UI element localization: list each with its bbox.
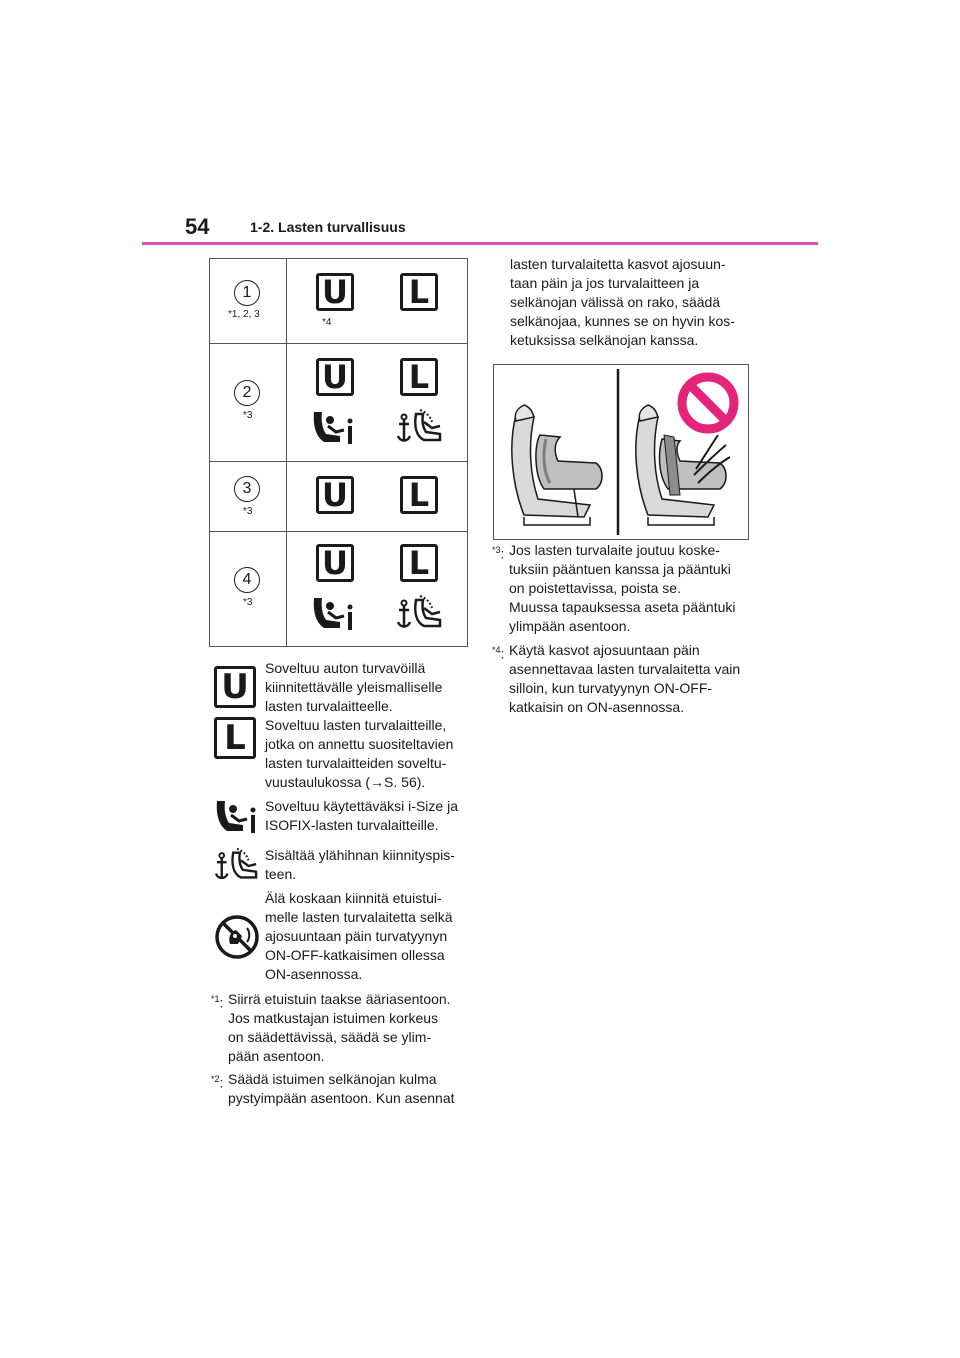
legend-i-size-isofix-icon [212, 795, 260, 839]
correct-installation-figure [512, 405, 602, 525]
footnote-3: $^{*3}$: Jos lasten turvalaite joutuu koske- tuksiin pääntuen kanssa ja pääntuki on poistettavissa, poista se. Muussa tapauksessa aseta pääntuki ylimpään asentoon. [492, 542, 736, 634]
section-title: 1-2. Lasten turvallisuus [250, 219, 406, 235]
page-number: 54 [185, 214, 210, 239]
top-tether-anchor-icon [396, 592, 444, 636]
top-tether-anchor-icon [396, 406, 444, 450]
child-seat-illustration [493, 364, 749, 540]
legend-universal-text: Soveltuu auton turvavöillä kiinnitettävälle yleismalliselle lasten turvalaitteelle. [265, 660, 443, 714]
position-note: *3 [243, 597, 253, 608]
table-row [210, 461, 467, 531]
seat-position-number: 1 [234, 280, 260, 306]
l-category-icon: L [400, 273, 438, 311]
legend-anchor-text: Sisältää ylähihnan kiinnityspis- teen. [265, 847, 455, 882]
footnote-2: $^{*2}$: Säädä istuimen selkänojan kulma pystyimpään asentoon. Kun asennat [211, 1071, 455, 1106]
seat-position-number: 4 [234, 567, 260, 593]
l-category-icon: L [400, 544, 438, 582]
legend-universal-u-icon: U [214, 666, 256, 708]
universal-u-icon: U [316, 358, 354, 396]
footnote-1: $^{*1}$: Siirrä etuistuin taakse ääriasentoon. Jos matkustajan istuimen korkeus on säädettävissä, säädä se ylim- pään asentoon. [211, 991, 451, 1064]
table-row [210, 343, 467, 461]
icon-note: *4 [322, 317, 332, 328]
legend-prohibited-rear-facing-icon [214, 914, 260, 960]
universal-u-icon: U [316, 273, 354, 311]
incorrect-installation-figure [636, 377, 734, 525]
legend-prohibit-text: Älä koskaan kiinnitä etuistui- melle lasten turvalaitetta selkä ajosuuntaan päin turvatyynyn ON-OFF-katkaisimen ollessa ON-asennossa. [265, 890, 453, 982]
position-note: *3 [243, 506, 253, 517]
child-seat-drawing [494, 365, 748, 539]
position-note: *3 [243, 410, 253, 421]
legend-top-tether-anchor-icon [212, 845, 262, 887]
i-size-isofix-icon [310, 406, 356, 450]
universal-u-icon: U [316, 544, 354, 582]
seat-position-number: 2 [234, 380, 260, 406]
legend-l-category-text: Soveltuu lasten turvalaitteille, jotka on annettu suositeltavien lasten turvalaitteiden soveltu- vuustaulukossa (→S. 56). [265, 717, 454, 790]
l-category-icon: L [400, 476, 438, 514]
i-size-isofix-icon [310, 592, 356, 636]
seat-position-table [209, 258, 468, 647]
position-note: *1, 2, 3 [228, 309, 260, 320]
universal-u-icon: U [316, 476, 354, 514]
footnote-2-continuation: lasten turvalaitetta kasvot ajosuun- taan päin ja jos turvalaitteen ja selkänojan välissä on rako, säädä selkänojaa, kunnes se on hyvin kos- ketuksissa selkänojan kanssa. [510, 256, 735, 348]
legend-i-size-text: Soveltuu käytettäväksi i-Size ja ISOFIX-lasten turvalaitteille. [265, 798, 458, 833]
seat-position-number: 3 [234, 476, 260, 502]
header-rule [142, 242, 818, 245]
table-row [210, 259, 467, 343]
table-row [210, 531, 467, 646]
l-category-icon: L [400, 358, 438, 396]
footnote-4: $^{*4}$: Käytä kasvot ajosuuntaan päin asennettavaa lasten turvalaitetta vain silloin, kun turvatyynyn ON-OFF- katkaisin on ON-asennossa. [492, 642, 741, 715]
legend-l-category-icon: L [214, 717, 256, 759]
